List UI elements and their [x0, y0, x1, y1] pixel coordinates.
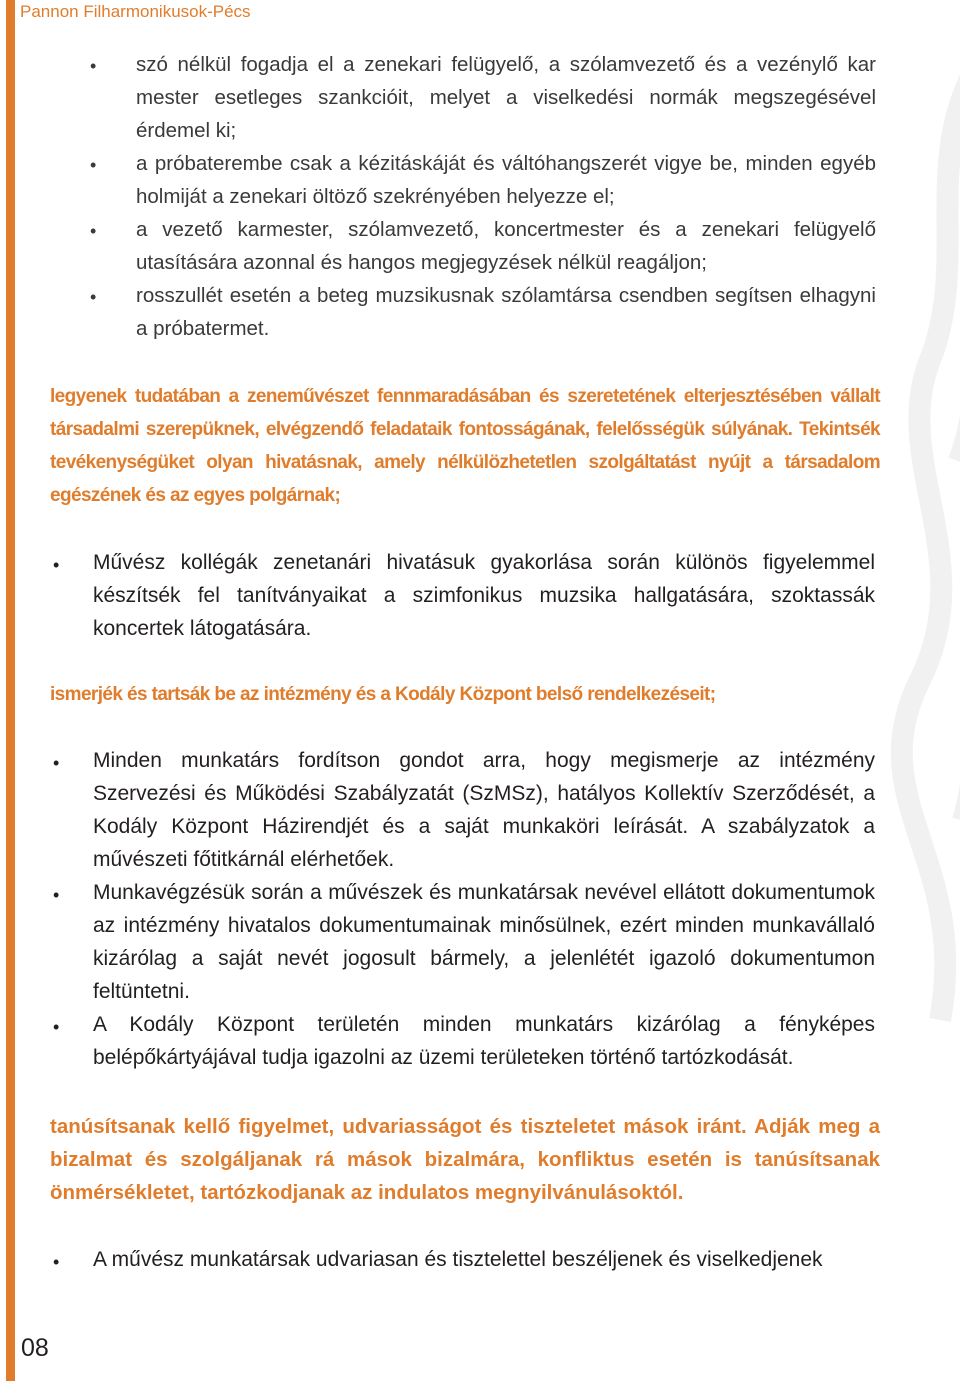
rules-list-1 — [90, 48, 876, 345]
list-item-text: rosszullét esetén a beteg muzsikusnak szólamtársa csendben segítsen elhagyni a próbatermet. — [136, 284, 876, 340]
list-item-text: A Kodály Központ területén minden munkatárs kizárólag a fényképes belépőkártyájával tudja igazolni az üzemi területeken történő tartózkodását. — [93, 1013, 875, 1069]
list-item — [53, 876, 875, 1008]
list-item — [53, 744, 875, 876]
list-item-text: A művész munkatársak udvariasan és tisztelettel beszéljenek és viselkedjenek — [93, 1248, 823, 1271]
bullet-icon: • — [53, 1017, 60, 1037]
bullet-icon: • — [53, 1252, 60, 1272]
list-item — [90, 48, 876, 147]
list-item — [90, 279, 876, 345]
list-item — [53, 1243, 875, 1276]
list-item — [90, 213, 876, 279]
list-item-text: Minden munkatárs fordítson gondot arra, hogy megismerje az intézmény Szervezési és Működési Szabályzatát (SzMSz), hatályos Kollektív Szerződését, a Kodály Központ Házirendjét és a saját munkaköri leírását. A szabályzatok a művészeti főtitkárnál elérhetőek. — [93, 749, 875, 871]
section-heading-respect: tanúsítsanak kellő figyelmet, udvariasságot és tiszteletet mások iránt. Adják meg a bizalmat és szolgáljanak rá mások bizalmára, konfliktus esetén is tanúsítsanak önmérsékletet, tartózkodjanak az indulatos megnyilvánulásoktól. — [50, 1115, 880, 1204]
list-item-text: a vezető karmester, szólamvezető, koncertmester és a zenekari felügyelő utasítására azonnal és hangos megjegyzések nélkül reagáljon; — [136, 218, 876, 274]
page-number: 08 — [21, 1334, 49, 1362]
rules-list-3 — [53, 744, 875, 1074]
section-heading-regulations: ismerjék és tartsák be az intézmény és a Kodály Központ belső rendelkezéseit; — [50, 684, 716, 705]
list-item — [53, 546, 875, 645]
section-heading-awareness: legyenek tudatában a zeneművészet fennmaradásában és szeretetének elterjesztésében vállalt társadalmi szerepüknek, elvégzendő feladataik fontosságának, felelősségük súlyának. Tekintsék tevékenységüket olyan hivatásnak, amely nélkülözhetetlen szolgáltatást nyújt a társadalom egészének és az egyes polgárnak; — [50, 386, 880, 506]
rules-list-2 — [53, 546, 875, 645]
rules-list-4 — [53, 1243, 875, 1276]
bullet-icon: • — [53, 753, 60, 773]
list-item-text: a próbaterembe csak a kézitáskáját és váltóhangszerét vigye be, minden egyéb holmiját a zenekari öltöző szekrényében helyezze el; — [136, 152, 876, 208]
bullet-icon: • — [90, 56, 97, 76]
list-item-text: Művész kollégák zenetanári hivatásuk gyakorlása során különös figyelemmel készítsék fel tanítványaikat a szimfonikus muzsika hallgatására, szoktassák koncertek látogatására. — [93, 551, 875, 640]
bullet-icon: • — [90, 287, 97, 307]
list-item — [53, 1008, 875, 1074]
list-item-text: szó nélkül fogadja el a zenekari felügyelő, a szólamvezető és a vezénylő kar mester esetleges szankcióit, melyet a viselkedési normák megszegésével érdemel ki; — [136, 53, 876, 142]
bullet-icon: • — [53, 555, 60, 575]
bullet-icon: • — [90, 155, 97, 175]
list-item — [90, 147, 876, 213]
left-accent-bar — [6, 0, 15, 1381]
bullet-icon: • — [53, 885, 60, 905]
list-item-text: Munkavégzésük során a művészek és munkatársak nevével ellátott dokumentumok az intézmény hivatalos dokumentumainak minősülnek, ezért minden munkavállaló kizárólag a saját nevét jogosult bármely, a jelenlétét igazoló dokumentumon feltüntetni. — [93, 881, 875, 1003]
header-title: Pannon Filharmonikusok-Pécs — [20, 2, 251, 21]
bullet-icon: • — [90, 221, 97, 241]
